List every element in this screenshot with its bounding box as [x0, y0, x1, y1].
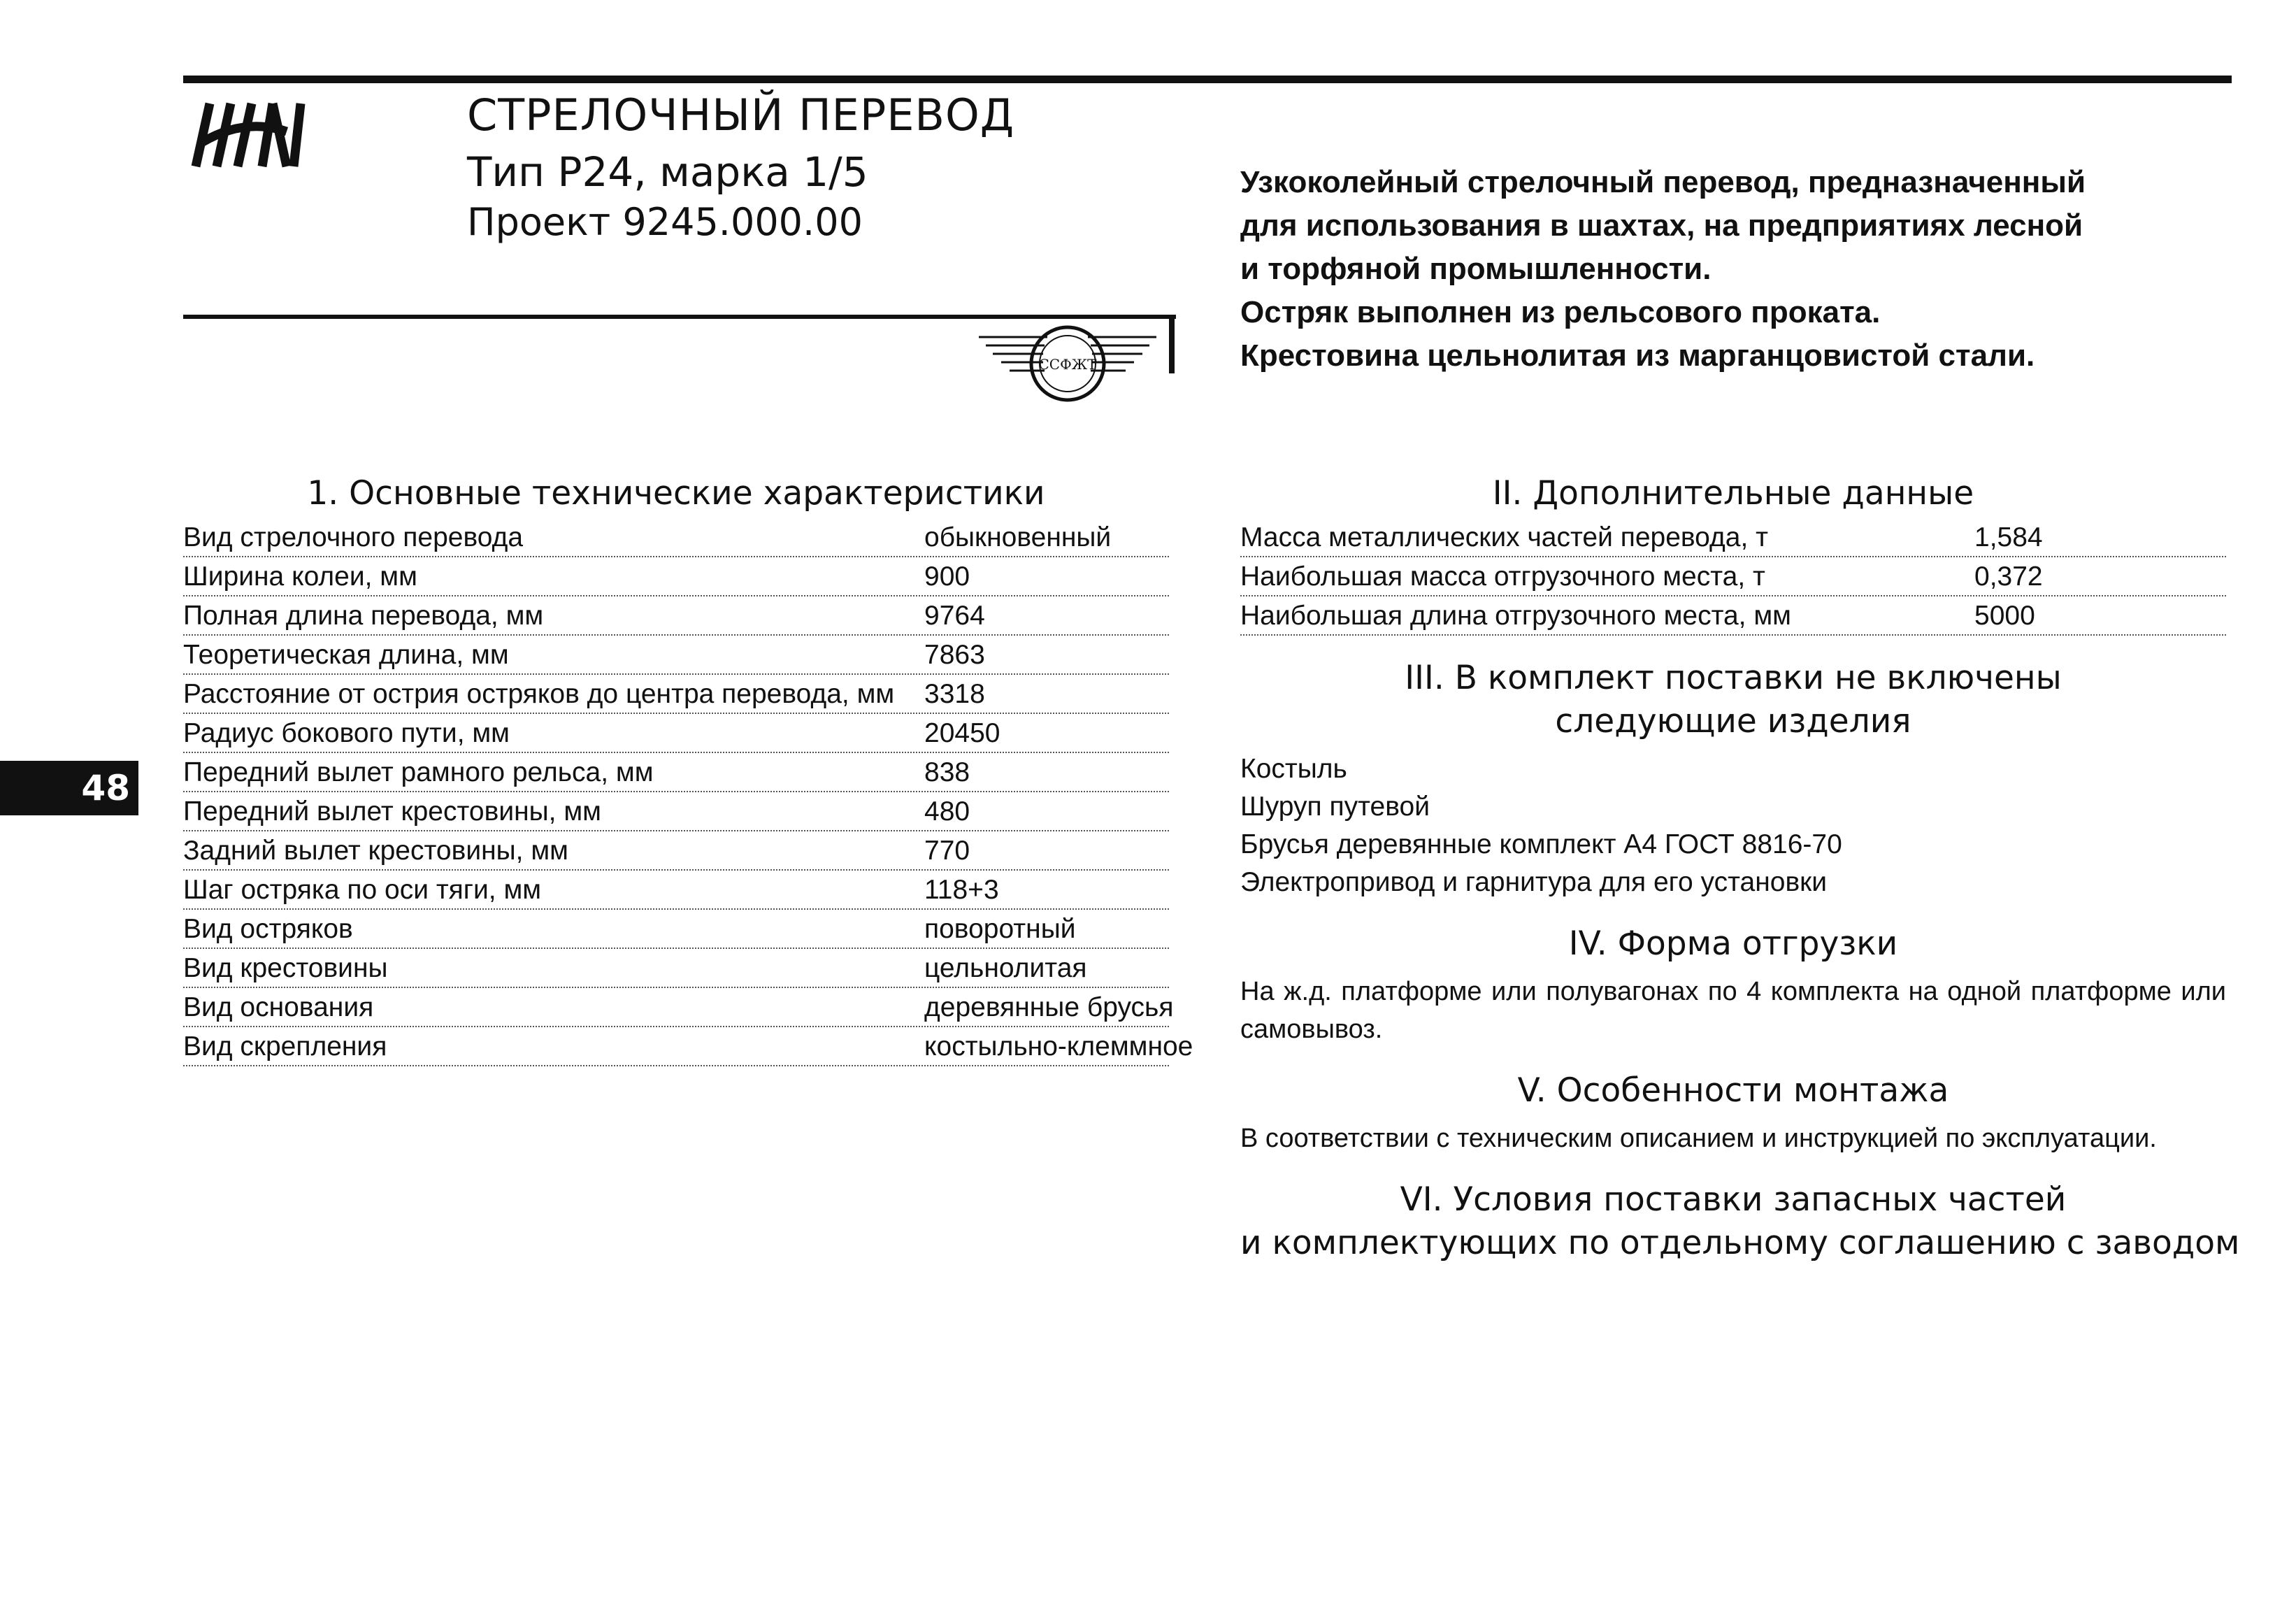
- row-value: 7863: [924, 640, 985, 670]
- section-heading: 1. Основные технические характеристики: [307, 474, 1045, 513]
- section-heading: IV. Форма отгрузки: [1568, 924, 1898, 963]
- row-value: 900: [924, 562, 970, 592]
- heading-line: VI. Условия поставки запасных частей: [1400, 1180, 2067, 1219]
- table-row: [183, 518, 1169, 557]
- intro-line: Остряк выполнен из рельсового проката.: [1240, 295, 1881, 329]
- heading-line: и комплектующих по отдельному соглашению с заводом: [1240, 1224, 2240, 1262]
- heading-line: III. В комплект поставки не включены: [1405, 659, 2062, 697]
- railway-switch-logo-icon: [189, 90, 322, 173]
- row-value: 9764: [924, 601, 985, 631]
- page-number-tab: 48: [0, 761, 138, 815]
- list-item: Брусья деревянные комплект А4 ГОСТ 8816-70: [1240, 829, 1842, 859]
- row-label: Масса металлических частей перевода, т: [1240, 522, 1768, 552]
- emblem-text: ССФЖТ: [1038, 356, 1097, 373]
- intro-line: для использования в шахтах, на предприятиях лесной: [1240, 208, 2083, 243]
- row-value: 770: [924, 836, 970, 866]
- section-heading: V. Особенности монтажа: [1517, 1071, 1949, 1110]
- top-rule: [183, 76, 2232, 83]
- row-value: деревянные брусья: [924, 992, 1174, 1022]
- intro-line: Узкоколейный стрелочный перевод, предназначенный: [1240, 165, 2086, 199]
- table-row: [183, 714, 1169, 753]
- row-value: 1,584: [1974, 522, 2043, 552]
- row-label: Вид стрелочного перевода: [183, 522, 524, 552]
- table-row: [183, 557, 1169, 596]
- intro-description: [1240, 161, 2149, 378]
- table-row: [183, 596, 1169, 636]
- switch-type: Тип Р24, марка 1/5: [467, 148, 868, 196]
- table-row: [183, 675, 1169, 714]
- table-row: [1240, 557, 2226, 596]
- row-value: 20450: [924, 718, 1000, 748]
- row-label: Наибольшая длина отгрузочного места, мм: [1240, 601, 1791, 631]
- row-value: цельнолитая: [924, 953, 1087, 983]
- row-label: Полная длина перевода, мм: [183, 601, 544, 631]
- table-row: [183, 636, 1169, 675]
- header-divider: [183, 315, 1176, 319]
- header-divider-end: [1169, 315, 1175, 373]
- row-label: Наибольшая масса отгрузочного места, т: [1240, 562, 1765, 592]
- table-row: [183, 792, 1169, 831]
- list-item: Шуруп путевой: [1240, 792, 1430, 822]
- table-row: [183, 949, 1169, 988]
- table-row: [1240, 596, 2226, 636]
- intro-line: Крестовина цельнолитая из марганцовистой стали.: [1240, 338, 2035, 373]
- section-heading: [1240, 657, 2226, 743]
- row-label: Расстояние от острия остряков до центра перевода, мм: [183, 679, 895, 709]
- row-value: 118+3: [924, 875, 999, 905]
- row-value: 480: [924, 796, 970, 827]
- row-label: Вид основания: [183, 992, 374, 1022]
- row-label: Передний вылет рамного рельса, мм: [183, 757, 654, 787]
- row-value: 838: [924, 757, 970, 787]
- row-value: 0,372: [1974, 562, 2043, 592]
- row-label: Радиус бокового пути, мм: [183, 718, 510, 748]
- row-value: 5000: [1974, 601, 2035, 631]
- section-heading: [1240, 1178, 2240, 1265]
- installation-text: В соответствии с техническим описанием и инструкцией по эксплуатации.: [1240, 1124, 2157, 1153]
- intro-line: и торфяной промышленности.: [1240, 252, 1712, 286]
- table-row: [183, 871, 1169, 910]
- table-row: [183, 831, 1169, 871]
- shipping-text: На ж.д. платформе или полувагонах по 4 комплекта на одной платформе или самовывоз.: [1240, 977, 2226, 1044]
- row-label: Ширина колеи, мм: [183, 562, 417, 592]
- row-label: Передний вылет крестовины, мм: [183, 796, 601, 827]
- ssfzht-emblem-icon: [977, 323, 1158, 407]
- table-row: [1240, 518, 2226, 557]
- page-title: СТРЕЛОЧНЫЙ ПЕРЕВОД: [467, 90, 1015, 141]
- row-label: Шаг остряка по оси тяги, мм: [183, 875, 542, 905]
- row-value: костыльно-клеммное: [924, 1031, 1193, 1061]
- table-row: [183, 753, 1169, 792]
- row-label: Теоретическая длина, мм: [183, 640, 509, 670]
- table-row: [183, 910, 1169, 949]
- list-item: Электропривод и гарнитура для его установки: [1240, 867, 1828, 897]
- row-value: поворотный: [924, 914, 1076, 944]
- list-item: Костыль: [1240, 754, 1347, 784]
- main-specs-section: [183, 474, 1193, 1066]
- section-heading: II. Дополнительные данные: [1492, 474, 1974, 513]
- row-label: Вид скрепления: [183, 1031, 387, 1061]
- row-label: Вид крестовины: [183, 953, 388, 983]
- additional-info-column: [1240, 474, 2240, 1272]
- table-row: [183, 1027, 1193, 1066]
- row-label: Задний вылет крестовины, мм: [183, 836, 568, 866]
- table-row: [183, 988, 1174, 1027]
- row-value: 3318: [924, 679, 985, 709]
- row-label: Вид остряков: [183, 914, 353, 944]
- row-value: обыкновенный: [924, 522, 1112, 552]
- heading-line: следующие изделия: [1555, 702, 1911, 741]
- project-number: Проект 9245.000.00: [467, 200, 863, 244]
